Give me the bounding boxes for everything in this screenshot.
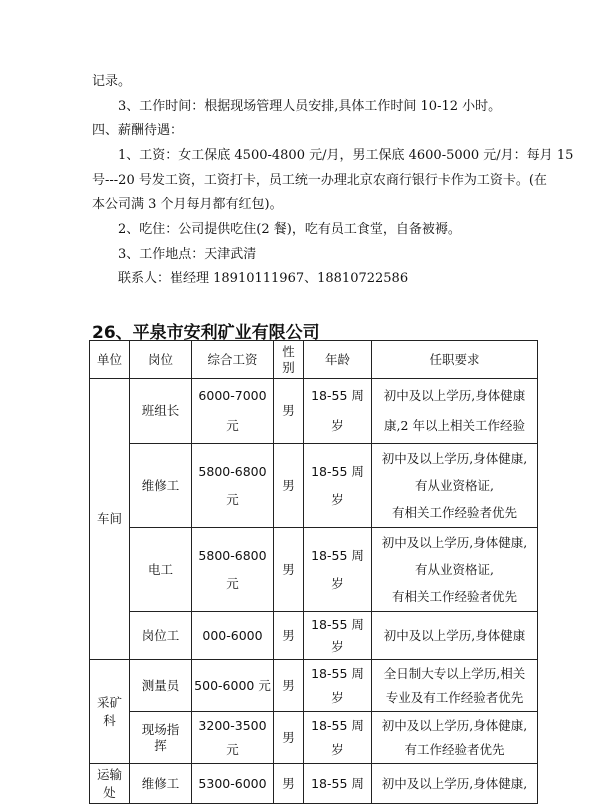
cell-age [304,660,372,712]
cell-position: 维修工 [130,444,192,528]
header-gender [274,341,304,379]
cell-req-line1: 初中及以上学历,身体健康, [381,535,528,550]
header-unit: 单位 [90,341,130,379]
cell-age: 18-55 周 [304,764,372,804]
group-transport [90,764,130,804]
table-header-row [90,341,538,379]
cell-age-line1: 18-55 周 [311,463,364,479]
cell-salary [192,712,274,764]
cell-age [304,528,372,612]
group-transport-line2: 处 [103,784,116,800]
table-row [90,612,538,660]
table-row [90,764,538,804]
cell-salary: 5300-6000 [192,764,274,804]
cell-salary-line1: 5800-6800 [198,547,267,563]
cell-salary [192,379,274,444]
header-position: 岗位 [130,341,192,379]
cell-position: 电工 [130,528,192,612]
cell-salary-line2: 元 [226,741,239,757]
cell-salary: 000-6000 [192,612,274,660]
cell-gender: 男 [274,612,304,660]
cell-age-line2: 岁 [331,741,344,757]
cell-age [304,379,372,444]
header-age: 年龄 [304,341,372,379]
paragraph-contact: 联系人：崔经理 18910111967、18810722586 [118,271,409,286]
cell-gender: 男 [274,379,304,444]
jobs-table [89,340,538,804]
group-mining-line1: 采矿 [96,694,122,710]
cell-req-line2: 有从业资格证, [415,562,494,577]
cell-salary-line2: 元 [226,491,239,507]
cell-salary-line1: 5800-6800 [198,463,267,479]
cell-req-line3: 有相关工作经验者优先 [391,589,517,604]
cell-req-line3: 有相关工作经验者优先 [391,505,517,520]
cell-position-line1: 现场指 [141,721,180,737]
header-requirements: 任职要求 [372,341,538,379]
cell-age-line2: 岁 [331,575,344,591]
header-salary: 综合工资 [192,341,274,379]
cell-age [304,612,372,660]
table-row [90,444,538,528]
section-heading-salary: 四、薪酬待遇： [92,123,184,138]
cell-requirements [372,712,538,764]
cell-req-line1: 初中及以上学历,身体健康, [381,451,528,466]
cell-position [130,712,192,764]
table-row [90,712,538,764]
cell-age-line2: 岁 [331,638,344,654]
cell-age-line1: 18-55 周 [311,665,364,681]
cell-gender: 男 [274,528,304,612]
paragraph-food: 2、吃住：公司提供吃住(2 餐)，吃有员工食堂，自备被褥。 [118,222,461,237]
company-title: 26、平泉市安利矿业有限公司 [92,323,320,343]
group-mining [90,660,130,764]
cell-age [304,444,372,528]
cell-age-line1: 18-55 周 [311,547,364,563]
cell-requirements: 初中及以上学历,身体健康, [372,764,538,804]
group-transport-line1: 运输 [96,766,122,782]
paragraph-wage-line3: 本公司满 3 个月每月都有红包)。 [92,197,283,212]
paragraph-record: 记录。 [92,74,132,89]
paragraph-wage-line1: 1、工资：女工保底 4500-4800 元/月，男工保底 4600-5000 元/月：每月 15 [118,148,574,163]
cell-salary [192,528,274,612]
cell-age-line1: 18-55 周 [311,717,364,733]
cell-req-line2: 有从业资格证, [415,478,494,493]
cell-req-line2: 有工作经验者优先 [404,741,505,757]
paragraph-location: 3、工作地点：天津武清 [118,247,257,262]
cell-req-line2: 康,2 年以上相关工作经验 [384,418,525,433]
paragraph-wage-line2: 号---20 号发工资，工资打卡，员工统一办理北京农商行银行卡作为工资卡。(在 [92,173,547,188]
cell-salary-line1: 6000-7000 [198,388,267,403]
table-row [90,379,538,444]
cell-requirements [372,379,538,444]
cell-age-line1: 18-55 周 [311,616,364,632]
cell-salary-line2: 元 [226,418,239,433]
cell-requirements: 初中及以上学历,身体健康 [372,612,538,660]
cell-req-line1: 初中及以上学历,身体健康, [381,717,528,733]
cell-age-line1: 18-55 周 [311,388,364,403]
cell-req-line2: 专业及有工作经验者优先 [385,689,524,705]
cell-age-line2: 岁 [331,418,344,433]
paragraph-worktime: 3、工作时间：根据现场管理人员安排,具体工作时间 10-12 小时。 [118,99,502,114]
cell-position: 维修工 [130,764,192,804]
cell-salary: 500-6000 元 [192,660,274,712]
table-row [90,660,538,712]
cell-salary-line1: 3200-3500 [198,717,267,733]
header-gender-line2: 别 [282,359,295,375]
cell-requirements [372,444,538,528]
cell-age-line2: 岁 [331,689,344,705]
cell-gender: 男 [274,444,304,528]
cell-position: 岗位工 [130,612,192,660]
cell-requirements [372,660,538,712]
cell-requirements [372,528,538,612]
group-workshop: 车间 [90,379,130,660]
cell-req-line1: 初中及以上学历,身体健康 [383,388,526,403]
cell-gender: 男 [274,660,304,712]
cell-position: 测量员 [130,660,192,712]
cell-salary [192,444,274,528]
cell-salary-line2: 元 [226,575,239,591]
cell-age-line2: 岁 [331,491,344,507]
cell-gender: 男 [274,764,304,804]
cell-gender: 男 [274,712,304,764]
cell-position-line2: 挥 [154,737,167,753]
group-mining-line2: 科 [103,712,116,728]
cell-position: 班组长 [130,379,192,444]
table-row [90,528,538,612]
header-gender-line1: 性 [282,343,295,359]
cell-req-line1: 全日制大专以上学历,相关 [383,665,526,681]
cell-age [304,712,372,764]
